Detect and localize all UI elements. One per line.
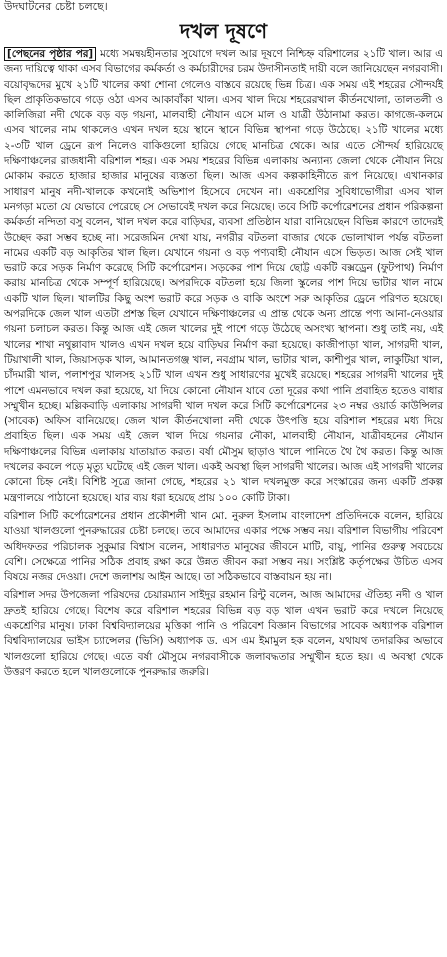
headline: দখল দূষণে bbox=[179, 19, 268, 43]
article-paragraph-1 bbox=[4, 47, 443, 506]
article-body bbox=[4, 47, 443, 680]
continuation-tag: [পেছনের পৃষ্ঠার পর] bbox=[4, 47, 96, 61]
article-paragraph-2: বরিশাল সিটি কর্পোরেশনের প্রধান প্রকৌশলী খান মো. নুরুল ইসলাম বাংলাদেশ প্রতিদিনকে বলেন, হারিয়ে যাওয়া খালগুলো পুনরুদ্ধারের চেষ্টা চলছে। তবে আমাদের একার পক্ষে সম্ভব নয়। বরিশাল বিভাগীয় পরিবেশ অধিদফতর পরিচালক সুকুমার বিশ্বাস বলেন, সাধারণত মানুষের জীবনে মাটি, বায়ু, পানির গুরুত্ব সবচেয়ে বেশি। সেক্ষেত্রে পানির সঠিক প্রবাহ রক্ষা করে উন্নত জীবন করা সম্ভব নয়। সংশ্লিষ্ট কর্তৃপক্ষের উচিত এসব বিষয়ে নজর দেওয়া। দেশে জলাশয় আইন আছে। তা সঠিকভাবে বাস্তবায়ন হয় না। bbox=[4, 509, 443, 584]
paragraph-text: মধ্যে সমন্বয়হীনতার সুযোগে দখল আর দূষণে নিশ্চিহ্ন বরিশালের ২১টি খাল। আর এ জন্য দায়িত্বে থাকা এসব বিভাগের কর্মকর্তা ও কর্মচারীদের চরম উদাসীনতাই দায়ী বলে জানিয়েছেন নগরবাসী। বয়োবৃদ্ধদের মুখে ২১টি খালের কথা শোনা গেলেও বাস্তবে রয়েছে ভিন্ন চিত্র। এক সময় এই শহরের সৌন্দর্যই ছিল প্রাকৃতিকভাবে গড়ে ওঠা এসব আকাবাঁকা খাল। এসব খাল দিয়ে শহরেরখাল কীর্তনখোলা, তালতলী ও কালিজিরা নদী থেকে বড় বড় গয়না, মালবাহী নৌযান এসে মাল ও যাত্রী উঠানামা করত। কাগজে-কলমে এসব খালের নাম থাকলেও এখন দখল হয়ে স্থানে স্থানে বিভিন্ন স্থাপনা গড়ে উঠেছে। ২১টি খালের মধ্যে ২-৩টি খাল ড্রেনে রূপ নিলেও বাকিগুলো হারিয়ে গেছে মানচিত্র থেকে। আর এতে সৌন্দর্য হারিয়েছে দক্ষিণাঞ্চলের রাজধানী বরিশাল শহর। এক সময় শহরের বিভিন্ন এলাকায় অন্যান্য জেলা থেকে নৌযান নিয়ে মোকাম করতে হাজার হাজার মানুষের ব্যস্ততা ছিল। আজ এসব কল্পকাহিনীতে রূপ নিয়েছে। এখানকার সাধারণ মানুষ নদী-খালকে কখনোই অভিশাপ হিসেবে দেখেন না। একশ্রেণির সুবিধাভোগীরা এসব খাল মনগড়া মতো যে যেভাবে পেরেছে সে সেভাবেই দখল করে নিয়েছে। তবে সিটি কর্পোরেশনের প্রধান পরিকল্পনা কর্মকর্তা নন্দিতা বসু বলেন, খাল দখল করে বাড়িঘর, ব্যবসা প্রতিষ্ঠান যারা বানিয়েছেন বিভিন্ন কারণে তাদেরই উচ্ছেদ করা সম্ভব হচ্ছে না। সরেজমিন দেখা যায়, নগরীর বটতলা বাজার থেকে ভোলাখাল পর্যন্ত বটতলা নামের একটি বড় আকৃতির খাল ছিল। যেখানে গয়না ও বড় পণ্যবাহী নৌযান এসে ভিড়ত। আজ সেই খাল ভরাট করে সড়ক নির্মাণ করেছে সিটি কর্পোরেশন। সড়কের পাশ দিয়ে ছোট্ট একটি বক্সড্রেন (ফুটপাথ) নির্মাণ করায় মানচিত্র থেকে সম্পূর্ণ হারিয়েছে। অপরদিকে বটতলা হয়ে জিলা স্কুলের পাশ দিয়ে ভাটার খাল নামে একটি খাল ছিল। খালটির কিছু অংশ ভরাট করে সড়ক ও বাকি অংশে সরু আকৃতির ড্রেনে পরিণত হয়েছে। অপরদিকে জেল খাল এতটা প্রশস্ত ছিল যেখানে দক্ষিণাঞ্চলের এ প্রান্ত থেকে অন্য প্রান্তে পণ্য আনা-নেওয়ার গয়না চলাচল করত। কিন্তু আজ এই জেল খালের দুই পাশে গড়ে উঠেছে অসংখ্য স্থাপনা। শুধু তাই নয়, এই খালের শাখা নথুল্লাবাদ খালও এখন দখল হয়ে বাড়িঘর নির্মাণ করা হয়েছে। কাজীপাড়া খাল, সাগরদী খাল, টিয়াখালী খাল, জিয়াসড়ক খাল, আমানতগঞ্জ খাল, নবগ্রাম খাল, ভাটার খাল, কাশীপুর খাল, লাকুটিয়া খাল, চাঁদমারী খাল, পলাশপুর খালসহ ২১টি খাল এখন শুধু সাধারণের মুখেই রয়েছে। শহরের সাগরদী খালের দুই পাশে এমনভাবে দখল করা হয়েছে, যা দিয়ে কোনো নৌযান যাবে তো দূরের কথা পানি প্রবাহিত হতেও বাধার সম্মুখীন হচ্ছে। মল্লিকবাড়ি এলাকায় সাগরদী খাল দখল করে সিটি কর্পোরেশনের ২৩ নম্বর ওয়ার্ড কাউন্সিলর (সাবেক) অফিস বানিয়েছে। জেল খাল কীর্তনখোলা নদী থেকে উৎপত্তি হয়ে বরিশাল শহরের মধ্য দিয়ে প্রবাহিত ছিল। এক সময় এই জেল খাল দিয়ে গয়নার নৌকা, মালবাহী নৌযান, যাত্রীবহনের নৌযান দক্ষিণাঞ্চলের বিভিন্ন এলাকায় যাতায়াত করত। বর্ষা মৌসুম ছাড়াও খালে পানিতে থৈ থৈ করত। কিন্তু আজ দখলের কবলে পড়ে মৃত্যু ঘটেছে এই জেল খাল। একই অবস্থা ছিল সাগরদী খালের। আজ এই সাগরদী খালের কোনো চিহ্ন নেই। বিশিষ্ট সূত্রে জানা গেছে, শহরের ২১ খাল দখলমুক্ত করে সংস্কারের জন্য একটি প্রকল্প মন্ত্রণালয়ে পাঠানো হয়েছে। যার ব্যয় ধরা হয়েছে প্রায় ১০০ কোটি টাকা। bbox=[4, 48, 443, 504]
article-paragraph-3: বরিশাল সদর উপজেলা পরিষদের চেয়ারম্যান সাইদুর রহমান রিন্টু বলেন, আজ আমাদের ঐতিহ্য নদী ও খাল দ্রুতই হারিয়ে গেছে। বিশেষ করে বরিশাল শহরের বিভিন্ন বড় বড় খাল এখন ভরাট করে দখলে নিয়েছে একশ্রেণির মানুষ। ঢাকা বিশ্ববিদ্যালয়ের মৃত্তিকা পানি ও পরিবেশ বিজ্ঞান বিভাগের সাবেক অধ্যাপক বরিশাল বিশ্ববিদ্যালয়ের ভাইস চ্যান্সেলর (ভিসি) অধ্যাপক ড. এস এম ইমামুল হক বলেন, যথাযথ তদারকির অভাবে খালগুলো হারিয়ে গেছে। এতে বর্ষা মৌসুমে নগরবাসীকে জলাবদ্ধতার সম্মুখীন হতে হয়। এ অবস্থা থেকে উত্তরণ করতে হলে খালগুলোকে পুনরুদ্ধার জরুরি। bbox=[4, 589, 443, 678]
previous-article-tail: উদঘাটনের চেষ্টা চলছে। bbox=[4, 0, 108, 13]
